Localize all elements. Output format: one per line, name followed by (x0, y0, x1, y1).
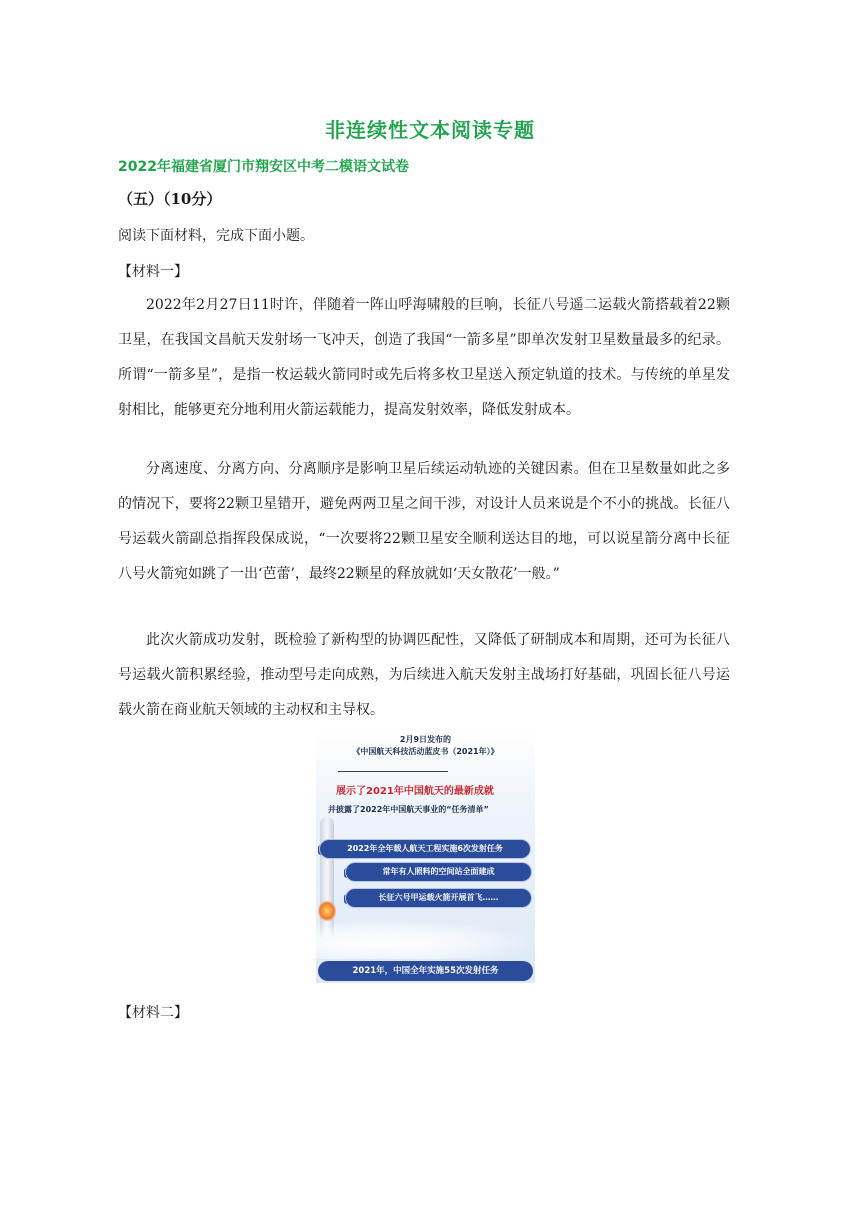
infographic-highlight: 展示了2021年中国航天的最新成就 (336, 786, 494, 797)
material-one-paragraph-2: 分离速度、分离方向、分离顺序是影响卫星后续运动轨迹的关键因素。但在卫星数量如此之多的情况下，要将22颗卫星错开，避免两两卫星之间干涉，对设计人员来说是个不小的挑战。长征八号运载火箭副总指挥段保成说，“一次要将22颗卫星安全顺利送达目的地，可以说星箭分离中长征八号火箭宛如跳了一出‘芭蕾’，最终22颗星的释放就如‘天女散花’一般。” (118, 461, 730, 582)
infographic-reveal: 并披露了2022年中国航天事业的“任务清单” (328, 805, 489, 814)
section-heading: （五）（10分） (118, 190, 222, 208)
infographic-line-2: 《中国航天科技活动蓝皮书（2021年）》 (352, 747, 499, 756)
infographic-footer: 2021年，中国全年实施55次发射任务 (318, 961, 533, 981)
exam-source-subtitle: 2022年福建省厦门市翔安区中考二模语文试卷 (118, 159, 409, 175)
task-item-1: 2022年全年载人航天工程实施6次发射任务 (320, 840, 530, 858)
infographic-line-1: 2月9日发布的 (399, 735, 452, 744)
material-one-label: 【材料一】 (118, 264, 188, 280)
launch-smoke (316, 919, 535, 959)
instruction-text: 阅读下面材料，完成下面小题。 (118, 228, 314, 244)
material-two-label: 【材料二】 (118, 1005, 188, 1021)
rocket-flame (318, 901, 336, 921)
material-one-paragraph-1: 2022年2月27日11时许，伴随着一阵山呼海啸般的巨响，长征八号遥二运载火箭搭载着22颗卫星，在我国文昌航天发射场一飞冲天，创造了我国“一箭多星”即单次发射卫星数量最多的纪录。所谓“一箭多星”，是指一枚运载火箭同时或先后将多枚卫星送入预定轨道的技术。与传统的单星发射相比，能够更充分地利用火箭运载能力，提高发射效率，降低发射成本。 (118, 297, 730, 418)
page-title: 非连续性文本阅读专题 (325, 118, 535, 142)
material-one-paragraph-3: 此次火箭成功发射，既检验了新构型的协调匹配性，又降低了研制成本和周期，还可为长征八号运载火箭积累经验，推动型号走向成熟，为后续进入航天发射主战场打好基础，巩固长征八号运载火箭在商业航天领域的主动权和主导权。 (118, 632, 730, 718)
task-item-3: 长征六号甲运载火箭开展首飞…… (346, 889, 531, 907)
aerospace-infographic (316, 731, 535, 983)
infographic-divider (338, 771, 448, 772)
task-item-2: 常年有人照料的空间站全面建成 (346, 863, 531, 881)
